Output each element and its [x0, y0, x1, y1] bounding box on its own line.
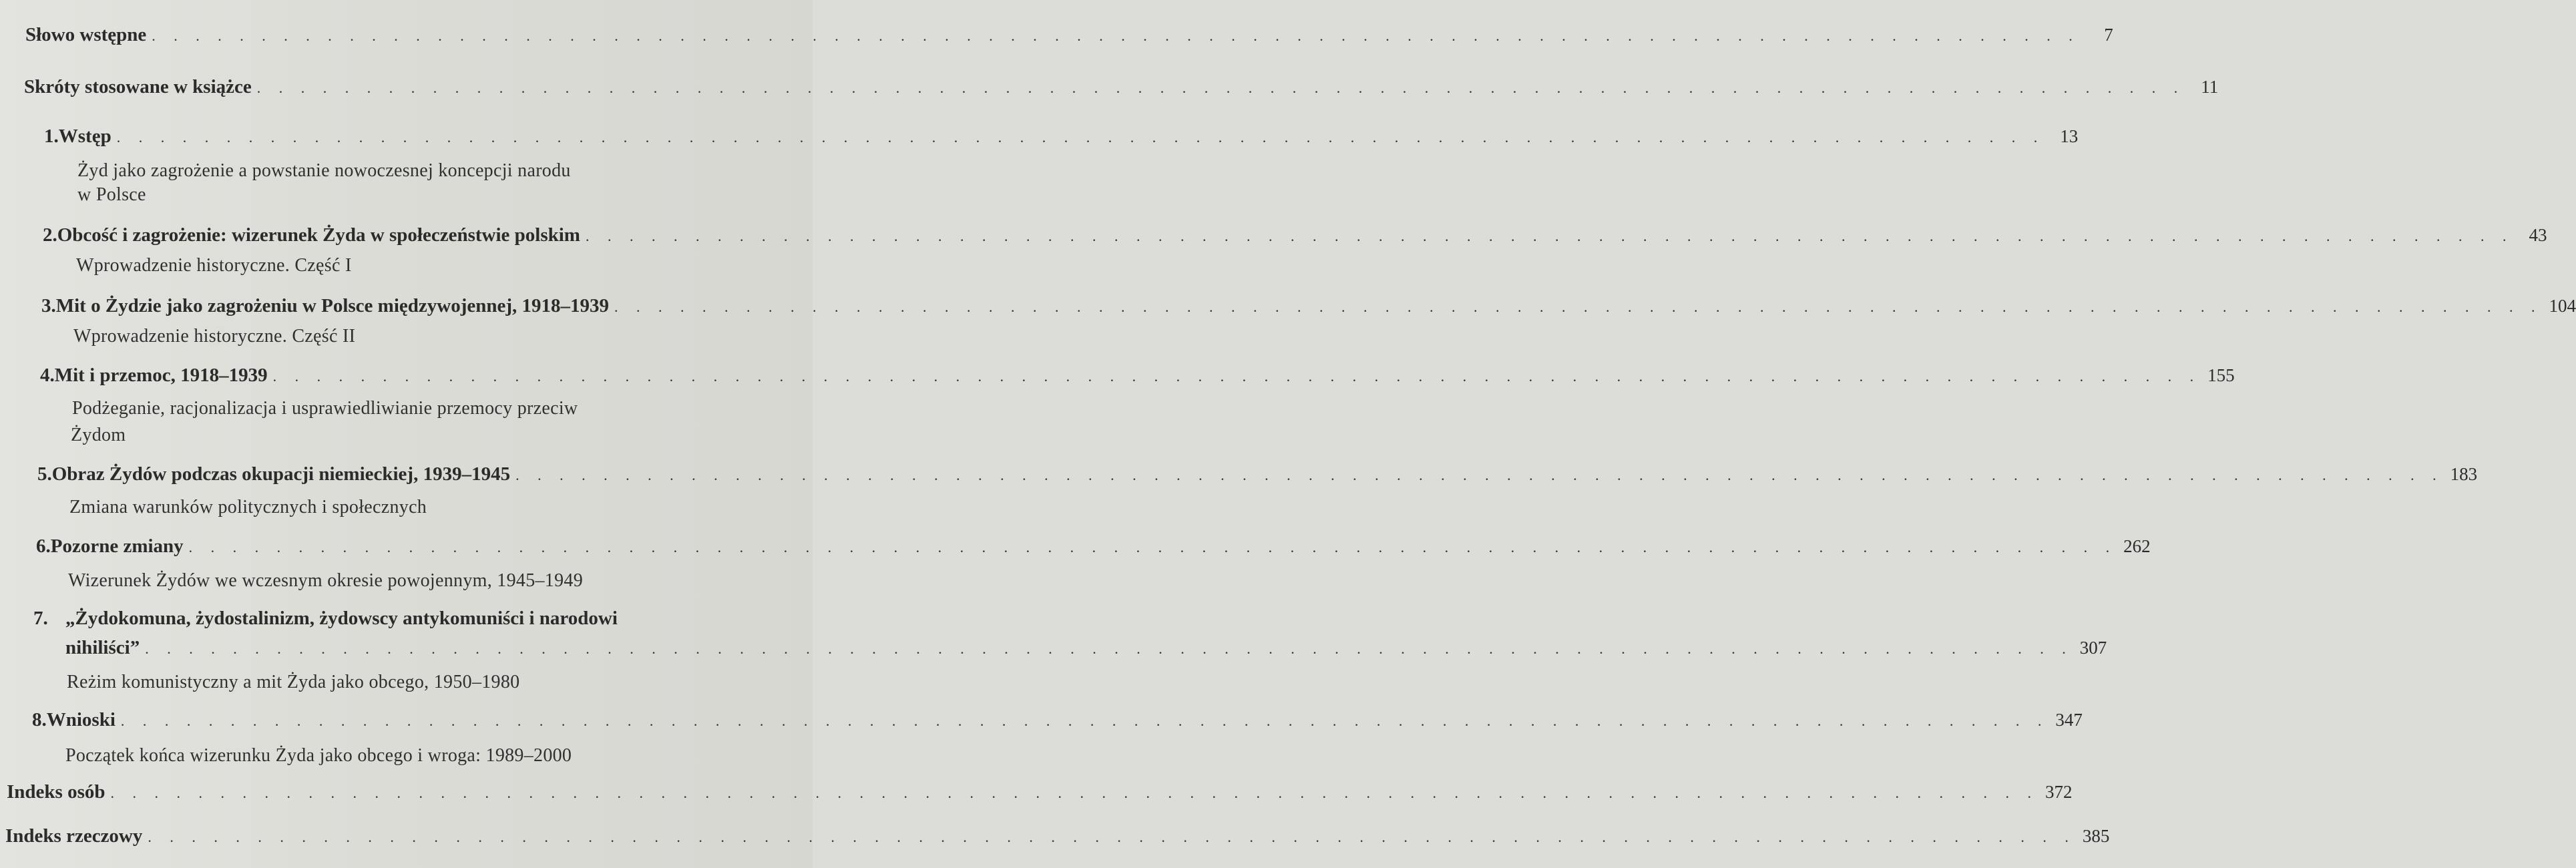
- entry-title: Skróty stosowane w książce: [24, 76, 252, 97]
- chapter-number: 4.: [40, 365, 55, 386]
- dot-leader: . . . . . . . . . . . . . . . . . . . . . . . . . . . . . . . . . . . . . . . . . . . . . . . . . . . . . . . . . . . . . . . . . . . . . . . . . . . . . . . . . . . . . . . .: [188, 539, 2117, 556]
- page-number: 43: [2529, 225, 2547, 245]
- toc-entry-chapter-7: [65, 637, 2107, 664]
- toc-entry-front-0: [25, 24, 2113, 51]
- toc-entry-chapter-8: [32, 709, 2083, 736]
- page-number: 13: [2060, 126, 2079, 146]
- toc-entry-back-0: [7, 781, 2073, 808]
- page-number: 262: [2123, 536, 2151, 556]
- dot-leader: . . . . . . . . . . . . . . . . . . . . . . . . . . . . . . . . . . . . . . . . . . . . . . . . . . . . . . . . . . . . . . . . . . . . . . . . . . . . . . . . . . . . . . . .: [256, 79, 2185, 96]
- dot-leader: . . . . . . . . . . . . . . . . . . . . . . . . . . . . . . . . . . . . . . . . . . . . . . . . . . . . . . . . . . . . . . . . . . . . . . . . . . . . . . . . . . . . . . . .: [515, 467, 2444, 483]
- chapter-subtitle: Reżim komunistyczny a mit Żyda jako obcego, 1950–1980: [67, 672, 520, 692]
- chapter-number: 2.: [43, 224, 57, 246]
- entry-title: „Żydokomuna, żydostalinizm, żydowscy antykomuniści i narodowi: [65, 608, 618, 629]
- toc-entry-chapter-3: [41, 295, 2576, 322]
- entry-title: Wstęp: [58, 126, 112, 147]
- page-number: 7: [2104, 25, 2113, 45]
- toc-entry-back-1: [5, 825, 2110, 852]
- dot-leader: . . . . . . . . . . . . . . . . . . . . . . . . . . . . . . . . . . . . . . . . . . . . . . . . . . . . . . . . . . . . . . . . . . . . . . . . . . . . . . . . . . . . . . . .: [110, 785, 2038, 801]
- chapter-subtitle: Żydom: [71, 425, 126, 445]
- chapter-subtitle: Wprowadzenie historyczne. Część I: [76, 255, 352, 276]
- entry-title: Indeks osób: [7, 781, 105, 803]
- entry-title: Pozorne zmiany: [50, 535, 184, 557]
- chapter-number: 8.: [32, 709, 47, 730]
- entry-title: Indeks rzeczowy: [5, 825, 143, 847]
- chapter-number: 6.: [36, 535, 51, 557]
- toc-entry-chapter-4: [40, 365, 2235, 391]
- entry-title: Słowo wstępne: [25, 24, 147, 45]
- page-number: 372: [2045, 782, 2073, 802]
- toc-entry-chapter-1: [44, 126, 2079, 152]
- page-number: 11: [2201, 77, 2219, 97]
- page-number: 104: [2549, 296, 2576, 316]
- chapter-subtitle: w Polsce: [77, 184, 146, 205]
- page-number: 385: [2082, 826, 2110, 846]
- entry-title: Obraz Żydów podczas okupacji niemieckiej, 1939–1945: [51, 463, 511, 485]
- entry-title: Mit i przemoc, 1918–1939: [54, 365, 268, 386]
- dot-leader: . . . . . . . . . . . . . . . . . . . . . . . . . . . . . . . . . . . . . . . . . . . . . . . . . . . . . . . . . . . . . . . . . . . . . . . . . . . . . . . . . . . . . . . .: [148, 829, 2076, 845]
- toc-entry-front-1: [24, 76, 2219, 103]
- chapter-subtitle: Początek końca wizerunku Żyda jako obcego i wroga: 1989–2000: [65, 745, 572, 766]
- chapter-subtitle: Zmiana warunków politycznych i społecznych: [69, 497, 427, 517]
- entry-title: Wnioski: [46, 709, 116, 730]
- toc-entry-chapter-6: [36, 535, 2151, 562]
- dot-leader: . . . . . . . . . . . . . . . . . . . . . . . . . . . . . . . . . . . . . . . . . . . . . . . . . . . . . . . . . . . . . . . . . . . . . . . . . . . . . . . . . . . . . . . .: [614, 298, 2543, 315]
- dot-leader: . . . . . . . . . . . . . . . . . . . . . . . . . . . . . . . . . . . . . . . . . . . . . . . . . . . . . . . . . . . . . . . . . . . . . . . . . . . . . . . . . . . . . . . .: [116, 129, 2045, 146]
- chapter-subtitle: Wizerunek Żydów we wczesnym okresie powojennym, 1945–1949: [68, 570, 584, 591]
- dot-leader: . . . . . . . . . . . . . . . . . . . . . . . . . . . . . . . . . . . . . . . . . . . . . . . . . . . . . . . . . . . . . . . . . . . . . . . . . . . . . . . . . . . . . . . .: [272, 368, 2201, 385]
- chapter-number: 5.: [37, 463, 52, 485]
- chapter-subtitle: Podżeganie, racjonalizacja i usprawiedliwianie przemocy przeciw: [72, 398, 578, 419]
- toc-entry-chapter-5: [37, 463, 2478, 490]
- dot-leader: . . . . . . . . . . . . . . . . . . . . . . . . . . . . . . . . . . . . . . . . . . . . . . . . . . . . . . . . . . . . . . . . . . . . . . . . . . . . . . . . . . . . . . . .: [145, 640, 2073, 657]
- chapter-number: 1.: [44, 126, 59, 147]
- dot-leader: . . . . . . . . . . . . . . . . . . . . . . . . . . . . . . . . . . . . . . . . . . . . . . . . . . . . . . . . . . . . . . . . . . . . . . . . . . . . . . . . . . . . . . . .: [120, 712, 2049, 729]
- dot-leader: . . . . . . . . . . . . . . . . . . . . . . . . . . . . . . . . . . . . . . . . . . . . . . . . . . . . . . . . . . . . . . . . . . . . . . . . . . . . . . . . . . . . . . . .: [152, 27, 2080, 44]
- entry-title: Obcość i zagrożenie: wizerunek Żyda w społeczeństwie polskim: [57, 224, 580, 246]
- page-number: 183: [2450, 464, 2478, 484]
- page-number: 307: [2079, 638, 2107, 658]
- chapter-subtitle: Żyd jako zagrożenie a powstanie nowoczesnej koncepcji narodu: [77, 160, 571, 181]
- chapter-subtitle: Wprowadzenie historyczne. Część II: [73, 326, 356, 347]
- entry-title: nihiliści”: [65, 637, 140, 658]
- chapter-number: 7.: [33, 608, 48, 629]
- toc-entry-chapter-2: [43, 224, 2547, 251]
- entry-title: Mit o Żydzie jako zagrożeniu w Polsce międzywojennej, 1918–1939: [55, 295, 610, 316]
- page-number: 347: [2055, 710, 2083, 730]
- page-number: 155: [2207, 365, 2235, 385]
- dot-leader: . . . . . . . . . . . . . . . . . . . . . . . . . . . . . . . . . . . . . . . . . . . . . . . . . . . . . . . . . . . . . . . . . . . . . . . . . . . . . . . . . . . . . . . .: [585, 228, 2514, 244]
- chapter-number: 3.: [41, 295, 56, 316]
- toc-entry-chapter-7-line1: [33, 608, 786, 634]
